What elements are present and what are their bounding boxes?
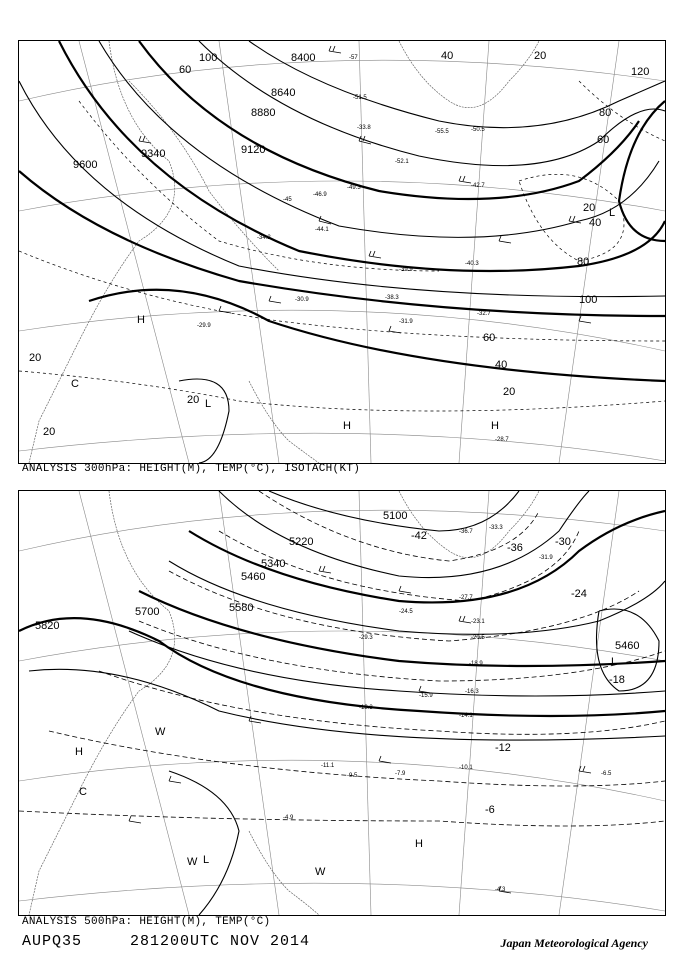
- isotach-label: 40: [495, 359, 508, 371]
- height-label: 8640: [271, 87, 296, 99]
- isotach-label: 40: [589, 217, 602, 229]
- station-temp: -32.7: [477, 311, 491, 317]
- map-300hpa-canvas: [19, 41, 665, 463]
- station-temp: -38.3: [385, 295, 399, 301]
- station-temp: -15.9: [419, 693, 433, 699]
- height-label: 5100: [383, 510, 408, 522]
- station-temp: -57: [349, 55, 358, 61]
- station-temp: -44.1: [315, 227, 329, 233]
- station-temp: -50.5: [471, 127, 485, 133]
- temp-contour-label: -30: [555, 536, 571, 548]
- temp-contour-label: -12: [495, 742, 511, 754]
- temp-contour-label: -42: [411, 530, 427, 542]
- height-label: 5220: [289, 536, 314, 548]
- station-temp: -33.8: [357, 125, 371, 131]
- station-temp: -11.1: [321, 763, 335, 769]
- map-500hpa-canvas: [19, 491, 665, 915]
- height-label: 8400: [291, 52, 316, 64]
- map-300hpa: [18, 40, 666, 464]
- graticule: [19, 41, 665, 463]
- station-temp: -46.9: [313, 192, 327, 198]
- station-temp: -23.1: [471, 619, 485, 625]
- isotach-label: 20: [29, 352, 42, 364]
- station-temp: -30.9: [295, 297, 309, 303]
- low-pressure-center: L: [609, 207, 616, 219]
- station-temp: -27.7: [459, 595, 473, 601]
- cold-center: C: [71, 378, 79, 390]
- station-temp: -16.3: [465, 689, 479, 695]
- station-temp: -14.1: [459, 713, 473, 719]
- temp-contour-label: -24: [571, 588, 587, 600]
- wind-barbs: [139, 46, 591, 333]
- low-pressure-center: L: [611, 656, 618, 668]
- height-label: 9120: [241, 144, 266, 156]
- height-label: 5340: [261, 558, 286, 570]
- station-temp: -13.3: [359, 705, 373, 711]
- isotach-label: 100: [579, 294, 598, 306]
- cold-center: C: [79, 786, 87, 798]
- warm-center: W: [187, 856, 198, 868]
- height-label: 5700: [135, 606, 160, 618]
- height-label: 9600: [73, 159, 98, 171]
- temp-contour-label: -6: [485, 804, 495, 816]
- isotach-label: 40: [441, 50, 454, 62]
- station-temp: -28.7: [495, 437, 509, 443]
- isotach-label: 100: [199, 52, 218, 64]
- warm-center: W: [155, 726, 166, 738]
- low-pressure-center: L: [205, 398, 212, 410]
- station-temp: -55.5: [435, 129, 449, 135]
- station-temp: -31.9: [399, 319, 413, 325]
- station-temp: -20.5: [471, 635, 485, 641]
- station-temp: -9.5: [347, 773, 358, 779]
- station-temp: -31.9: [539, 555, 553, 561]
- station-temp: -42.7: [471, 183, 485, 189]
- station-temp: -33.3: [489, 525, 503, 531]
- high-pressure-center: H: [343, 420, 351, 432]
- station-temp: -10.1: [459, 765, 473, 771]
- station-temp: -51.5: [353, 95, 367, 101]
- map-500hpa: [18, 490, 666, 916]
- height-label: 5580: [229, 602, 254, 614]
- warm-center: W: [315, 866, 326, 878]
- station-temp: -29.9: [197, 323, 211, 329]
- station-temp: -45: [283, 197, 292, 203]
- height-label: 5460: [241, 571, 266, 583]
- temp-contour-label: -36: [507, 542, 523, 554]
- station-temp: -29.3: [359, 635, 373, 641]
- bulletin-code: AUPQ35: [22, 933, 83, 950]
- height-label: 9340: [141, 148, 166, 160]
- station-temp: -36.7: [459, 529, 473, 535]
- isotach-label: 20: [187, 394, 200, 406]
- isotach-label: 20: [503, 386, 516, 398]
- isotach-label: 120: [631, 66, 650, 78]
- station-temp: -34.2: [257, 235, 271, 241]
- station-temp: -39.9: [399, 267, 413, 273]
- station-temp: -18.9: [469, 661, 483, 667]
- coastline: [29, 491, 539, 915]
- height-label: 5820: [35, 620, 60, 632]
- panel-500-caption: ANALYSIS 500hPa: HEIGHT(M), TEMP(°C): [22, 916, 271, 928]
- isotach-label: 60: [179, 64, 192, 76]
- isotach-label: 80: [599, 107, 612, 119]
- temp-contour-label: -18: [609, 674, 625, 686]
- isotach-label: 60: [483, 332, 496, 344]
- isotach-label: 80: [577, 256, 590, 268]
- bulletin-datetime: 281200UTC NOV 2014: [130, 933, 311, 950]
- high-pressure-center: H: [75, 746, 83, 758]
- agency-name: Japan Meteorological Agency: [500, 936, 648, 950]
- low-pressure-center: L: [203, 854, 210, 866]
- isotach-label: 60: [597, 134, 610, 146]
- panel-300-caption: ANALYSIS 300hPa: HEIGHT(M), TEMP(°C), ISOTACH(KT): [22, 463, 361, 475]
- isotach-label: 20: [534, 50, 547, 62]
- isotach-label: 20: [583, 202, 596, 214]
- station-temp: -52.1: [395, 159, 409, 165]
- isotach-label: 20: [43, 426, 56, 438]
- high-pressure-center: H: [137, 314, 145, 326]
- station-temp: -49.3: [347, 185, 361, 191]
- station-temp: -4.9: [283, 815, 294, 821]
- station-temp: -6.5: [601, 771, 612, 777]
- station-temp: -7.9: [395, 771, 406, 777]
- height-label: 5460: [615, 640, 640, 652]
- isotach-contours: [19, 81, 665, 411]
- station-temp: -4.3: [495, 887, 506, 893]
- high-pressure-center: H: [415, 838, 423, 850]
- high-pressure-center: H: [491, 420, 499, 432]
- station-temp: -40.3: [465, 261, 479, 267]
- height-label: 8880: [251, 107, 276, 119]
- station-temp: -24.5: [399, 609, 413, 615]
